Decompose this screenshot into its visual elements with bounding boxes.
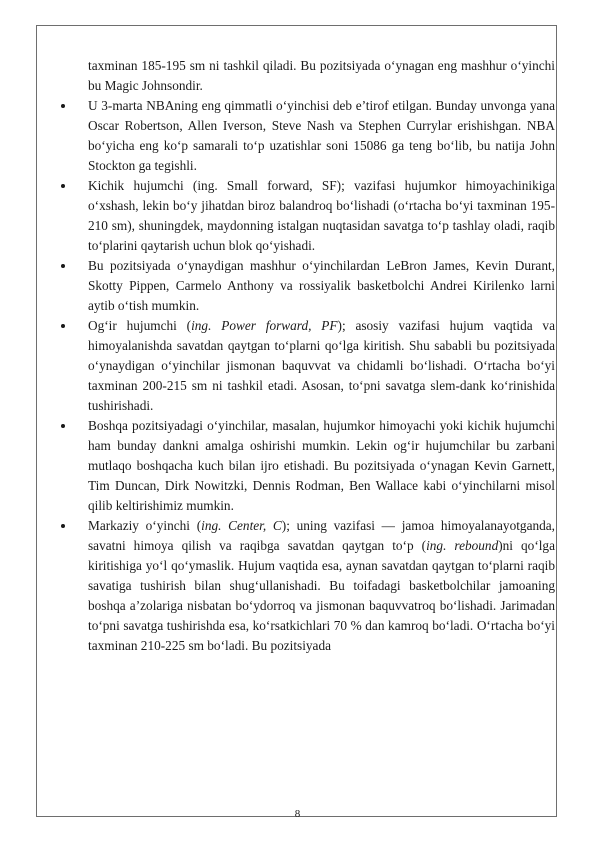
text-run: )ni qo‘lga kiritishiga yo‘l qo‘ymaslik. Hujum vaqtida esa, aynan savatdan qaytgan to‘plarni raqib savatiga tushirish bilan shug‘ullanishadi. Bu toifadagi basketbolchilar jamoaning boshqa a’zolariga nisbatan bo‘ydorroq va jismonan baquvvatroq bo‘lishadi. Jarimadan to‘pni savatga tushirishda esa, ko‘rsatkichlari 70 % dan kamroq bo‘ladi. O‘rtacha bo‘yi taxminan 210-225 sm bo‘ladi. Bu pozitsiyada — [88, 538, 555, 653]
list-item — [88, 96, 555, 176]
bullet-icon — [61, 424, 65, 428]
text-run: Markaziy o‘yinchi ( — [88, 518, 202, 533]
bullet-icon — [61, 104, 65, 108]
bullet-icon — [61, 264, 65, 268]
list-item-text: U 3-marta NBAning eng qimmatli o‘yinchisi deb e’tirof etilgan. Bunday unvonga yana Oscar Robertson, Allen Iverson, Steve Nash va Stephen Currylar erishishgan. NBA bo‘yicha eng ko‘p samarali to‘p uzatishlar soni 15086 ga teng bo‘lib, bu natija John Stockton ga tegishli. — [88, 98, 555, 173]
bullet-icon — [61, 324, 65, 328]
italic-term: ing. Center, C — [201, 518, 282, 533]
bullet-icon — [61, 524, 65, 528]
intro-paragraph: taxminan 185-195 sm ni tashkil qiladi. Bu pozitsiyada o‘ynagan eng mashhur o‘yinchi bu Magic Johnsondir. — [88, 58, 555, 93]
list-item-text: Kichik hujumchi (ing. Small forward, SF); vazifasi hujumkor himoyachinikiga o‘xshash, lekin bo‘y jihatdan biroz balandroq bo‘lishadi (o‘rtacha bo‘yi taxminan 195-210 sm), shuningdek, maydonning istalgan nuqtasidan savatga to‘p tashlay oladi, raqib to‘plarini qaytarish uchun blok qo‘yishadi. — [88, 178, 555, 253]
list-item — [88, 316, 555, 416]
list-item-text — [88, 516, 555, 656]
list-item-text: Bu pozitsiyada o‘ynaydigan mashhur o‘yinchilardan LeBron James, Kevin Durant, Skotty Pippen, Carmelo Anthony va rossiyalik basketbolchi Andrei Kirilenko larni aytib o‘tish mumkin. — [88, 258, 555, 313]
body-text — [88, 56, 555, 656]
text-run: ); asosiy vazifasi hujum vaqtida va himoyalanishda savatdan qaytgan to‘plarni qo‘lga kiritish. Shu sababli bu pozitsiyada o‘ynaydigan o‘yinchilar jismonan baquvvat va chidamli bo‘lishadi. O‘rtacha bo‘yi taxminan 200-215 sm ni tashkil etadi. Asosan, to‘pni savatga slem-dank ko‘rinishida tushirishadi. — [88, 318, 555, 413]
italic-term: ing. Power forward, PF — [191, 318, 338, 333]
italic-term: ing. rebound — [426, 538, 499, 553]
bullet-icon — [61, 184, 65, 188]
list-item — [88, 516, 555, 656]
list-item-text: Boshqa pozitsiyadagi o‘yinchilar, masalan, hujumkor himoyachi yoki kichik hujumchi ham bunday dankni amalga oshirishi mumkin. Lekin og‘ir hujumchilar bu zarbani mutlaqo boshqacha kuch bilan ijro etishadi. Bu pozitsiyada o‘ynagan Kevin Garnett, Tim Duncan, Dirk Nowitzki, Dennis Rodman, Ben Wallace kabi o‘yinchilarni misol qilib keltirishimiz mumkin. — [88, 418, 555, 513]
page-number: 8 — [294, 808, 301, 820]
text-run: Og‘ir hujumchi ( — [88, 318, 192, 333]
list-item — [88, 176, 555, 256]
list-item — [88, 416, 555, 516]
list-item-text — [88, 316, 555, 416]
list-item — [88, 256, 555, 316]
text-run: ); uning vazifasi — jamoa himoyalanayotganda, savatni himoya qilish va raqibga savatdan qaytgan to‘p ( — [88, 518, 555, 553]
